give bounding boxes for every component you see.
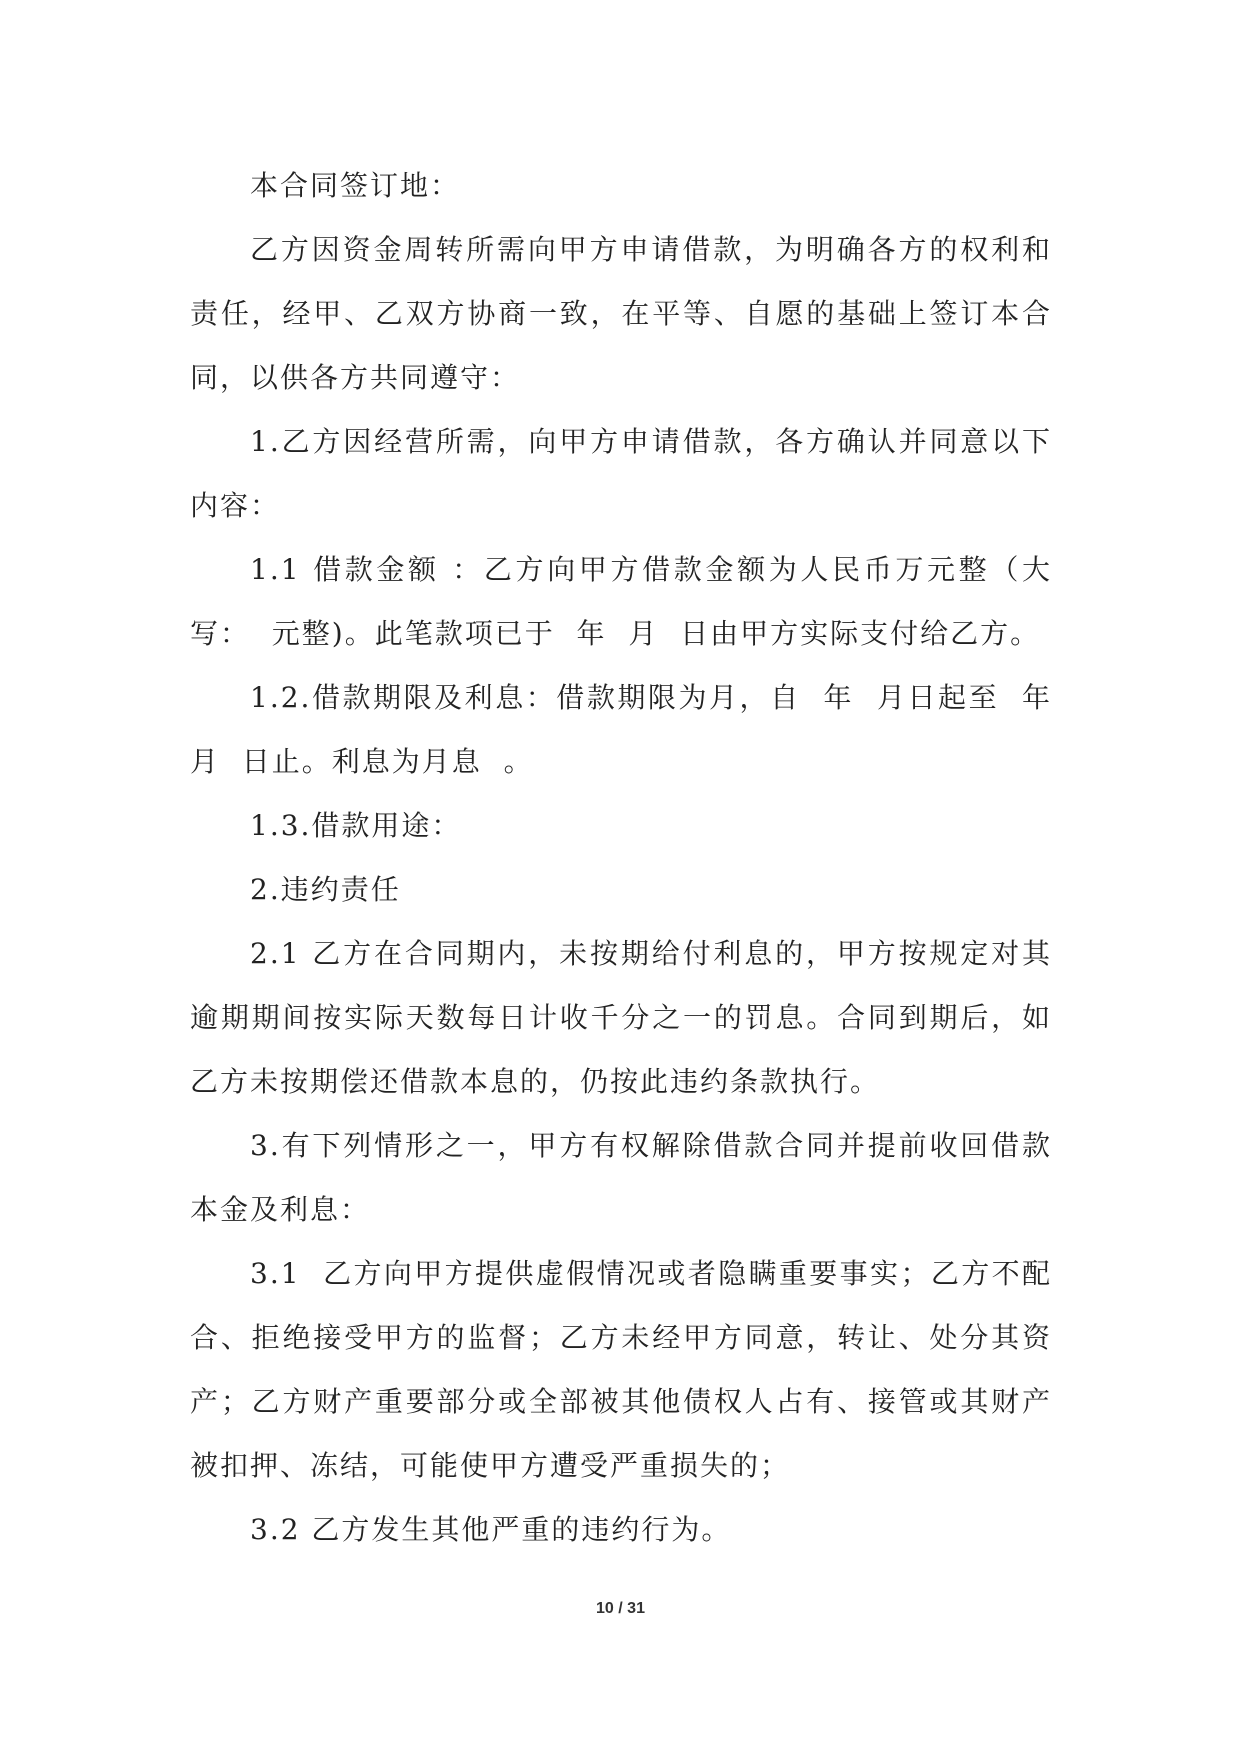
paragraph-preamble: 乙方因资金周转所需向甲方申请借款，为明确各方的权利和责任，经甲、乙双方协商一致，在平等、自愿的基础上签订本合同，以供各方共同遵守： (190, 233, 1052, 394)
paragraph-signing-place: 本合同签订地： (250, 169, 461, 202)
paragraph-clause-1-3: 1.3.借款用途： (250, 809, 462, 842)
paragraph-clause-3-1: 3.1 乙方向甲方提供虚假情况或者隐瞒重要事实；乙方不配合、拒绝接受甲方的监督；乙方未经甲方同意，转让、处分其资产；乙方财产重要部分或全部被其他债权人占有、接管或其财产被扣押、冻结，可能使甲方遭受严重损失的； (190, 1257, 1052, 1482)
contract-body (190, 154, 1052, 1562)
paragraph-clause-2: 2.违约责任 (250, 873, 401, 906)
paragraph-clause-1: 1.乙方因经营所需，向甲方申请借款，各方确认并同意以下内容： (190, 425, 1052, 522)
paragraph-clause-1-1: 1.1 借款金额 ：乙方向甲方借款金额为人民币万元整（大写： 元整)。此笔款项已于 年 月 日由甲方实际支付给乙方。 (190, 553, 1052, 650)
paragraph-clause-2-1: 2.1 乙方在合同期内，未按期给付利息的，甲方按规定对其逾期期间按实际天数每日计收千分之一的罚息。合同到期后，如乙方未按期偿还借款本息的，仍按此违约条款执行。 (190, 937, 1052, 1098)
paragraph-clause-3: 3.有下列情形之一，甲方有权解除借款合同并提前收回借款本金及利息： (190, 1129, 1052, 1226)
page-number: 10 / 31 (596, 1600, 645, 1617)
paragraph-clause-3-2: 3.2 乙方发生其他严重的违约行为。 (250, 1513, 732, 1546)
paragraph-clause-1-2: 1.2.借款期限及利息：借款期限为月，自 年 月日起至 年月 日止。利息为月息 。 (190, 681, 1052, 778)
